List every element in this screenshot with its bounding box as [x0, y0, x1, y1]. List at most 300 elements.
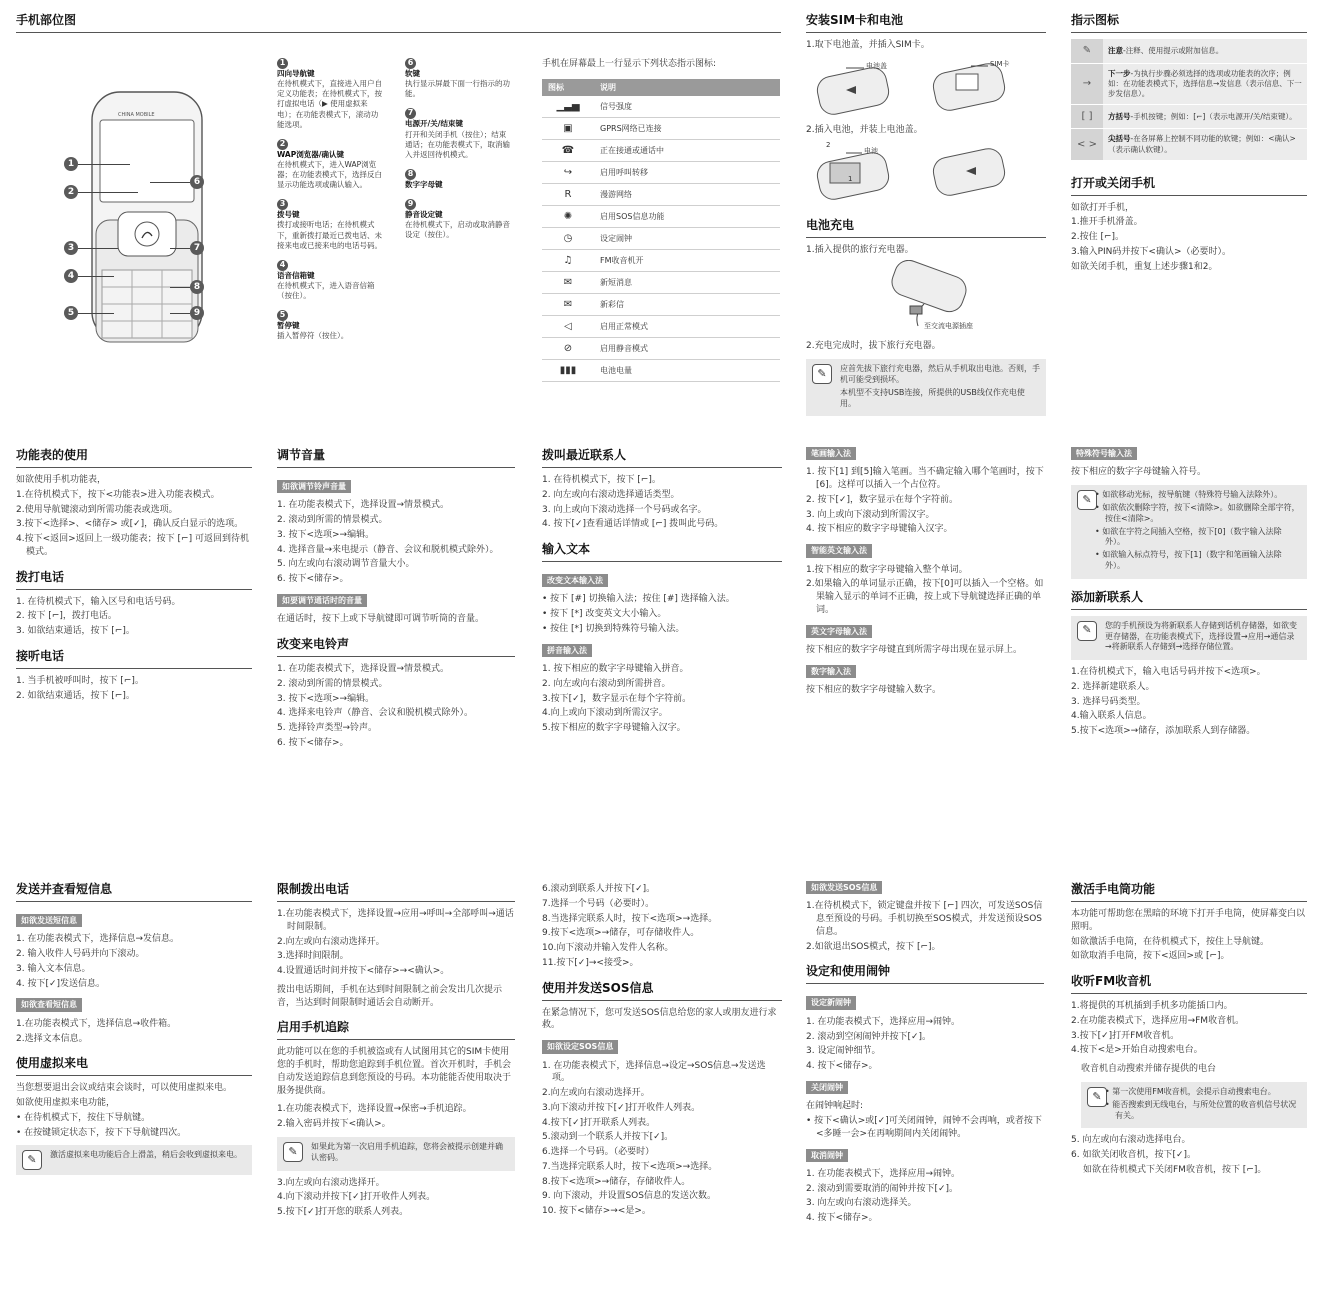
key-name: 语音信箱键: [277, 270, 315, 280]
key-list-b: [405, 58, 513, 249]
callout-5: 5: [64, 306, 78, 320]
symbol-sub: 特殊符号输入法: [1071, 447, 1137, 460]
alarm-cancel-sub: 取消闹钟: [806, 1149, 848, 1162]
sim-panel: [806, 12, 1046, 422]
fake-call-p2: 如欲使用虚拟来电功能，: [16, 1098, 116, 1109]
bullet-item: • 按下 [*] 改变英文大小输入。: [542, 609, 667, 620]
bullet-text: 按下 [#] 切换输入法；按住 [#] 选择输入法。: [550, 594, 735, 605]
status-desc: 启用呼叫转移: [594, 162, 780, 184]
key-desc: 在待机模式下，直接进入用户自定义功能表；在待机模式下，按打虚拟电话（▶ 使用虚拟来电）；在功能表模式下，滚动功能选项。: [277, 79, 382, 129]
sos-send-sub: 如欲发送SOS信息: [806, 881, 882, 894]
step-line: 2. 如欲结束通话，按下 [⌐]。: [16, 690, 135, 701]
step-line: 3. 按下<选项>→编辑。: [277, 693, 375, 704]
key-list-a: [277, 58, 385, 350]
key-item: [277, 139, 385, 191]
step-line: 9.按下<选项>→储存，可存储收件人。: [542, 928, 700, 939]
step-line: 3.按下[✓]打开FM收音机。: [1071, 1030, 1180, 1041]
silent-profile-icon: ⊘: [542, 338, 594, 360]
key-item: [405, 58, 513, 99]
callout-line: [170, 287, 190, 288]
torch-p2: 如欲激活手电筒，在待机模式下，按住上导航键。: [1071, 936, 1270, 947]
step-line: 2.按住 [⌐]。: [1071, 232, 1125, 243]
forward-icon: ↪: [542, 162, 594, 184]
key-number: 4: [277, 260, 288, 271]
indicator-title: 指示图标: [1071, 12, 1307, 33]
note-bullet: • 如欲输入标点符号，按下[1]（数字和笔画输入法除外）。: [1095, 550, 1282, 570]
key-desc: 在待机模式下，启动或取消静音设定（按住）。: [405, 220, 510, 240]
step-line: 4.输入联系人信息。: [1071, 711, 1152, 722]
text-title: 输入文本: [542, 541, 782, 562]
note-line: 本机型不支持USB连接，所提供的USB线仅作充电使用。: [840, 387, 1025, 408]
step-line: 6.选择一个号码。（必要时）: [542, 1147, 655, 1158]
step-line: 4. 选择音量→来电提示（静音、会议和脱机模式除外）。: [277, 544, 499, 555]
step-line: 1. 当手机被呼叫时，按下 [⌐]。: [16, 675, 144, 686]
step-line: 5.按下<选项>→储存，添加联系人到存储器。: [1071, 726, 1256, 737]
key-number: 7: [405, 108, 416, 119]
step-line: 3.向下滚动并按下[✓]打开收件人列表。: [542, 1102, 701, 1113]
cap-step-1: 1: [848, 174, 853, 183]
note-line: 应首先拔下旅行充电器，然后从手机取出电池。否则，手机可能受到损坏。: [840, 364, 1040, 384]
status-desc: 信号强度: [594, 96, 780, 118]
power-title: 打开或关闭手机: [1071, 175, 1307, 196]
charge-step-1: 1.插入提供的旅行充电器。: [806, 244, 914, 255]
bullet-text: 在待机模式下，按住下导航键。: [24, 1112, 151, 1123]
volume-sub-ring: 如欲调节铃声音量: [277, 480, 351, 493]
step-line: 2. 滚动到空闲闹钟并按下[✓]。: [806, 1031, 932, 1042]
status-row: [542, 338, 780, 360]
charge-note: [806, 359, 1046, 416]
cap-battery-cover: 电池盖: [866, 61, 887, 70]
key-name: 四向导航键: [277, 69, 315, 78]
indicator-symbol: ✎: [1071, 39, 1103, 63]
step-line: 5.滚动到一个联系人并按下[✓]。: [542, 1132, 674, 1143]
step-line: 4.向上或向下滚动到所需汉字。: [542, 708, 668, 719]
step-line: 1. 在功能表模式下，选择应用→闹钟。: [806, 1168, 960, 1179]
note-icon: ✎: [283, 1142, 303, 1162]
key-name: 电源开/关/结束键: [405, 119, 463, 129]
step-line: 1. 在功能表模式下，选择应用→闹钟。: [806, 1016, 960, 1027]
step-line: 4.按下<返回>返回上一级功能表；按下 [⌐] 可返回到待机模式。: [16, 534, 249, 557]
callout-line: [78, 276, 114, 277]
key-name: 暂停键: [277, 321, 300, 331]
menu-panel: [16, 447, 252, 705]
note-bullet: • 如欲在字符之间插入空格，按下[0]（数字输入法除外）。: [1095, 526, 1282, 547]
step-line: 2.如果输入的单词显示正确，按下[0]可以插入一个空格。如果输入显示的单词不正确，按上或下导航键选择正确的单词。: [806, 579, 1044, 615]
battery-illustration: [806, 141, 1046, 205]
step-line: 2. 按下[✓]，数字显示在每个字符前。: [806, 494, 959, 505]
key-number: 2: [277, 139, 288, 150]
step-line: 4.按下<是>开始自动搜索电台。: [1071, 1045, 1203, 1056]
sms-panel: [16, 881, 252, 1181]
step-line: 7.选择一个号码（必要时）。: [542, 898, 655, 909]
callout-9: 9: [190, 306, 204, 320]
step-line: 1. 在待机模式下，输入区号和电话号码。: [16, 596, 181, 607]
status-row: [542, 272, 780, 294]
step-line: 11.按下[✓]→<接受>。: [542, 957, 639, 968]
indicator-symbol: →: [1071, 63, 1103, 104]
step-line: 2.输入密码并按下<确认>。: [277, 1119, 391, 1130]
step-line: 3.向左或向右滚动选择开。: [277, 1177, 385, 1188]
key-name: 拨号键: [277, 210, 300, 220]
indicator-term: 方括号: [1108, 111, 1131, 121]
restrict-text: 拨出电话期间，手机在达到时间限制之前会发出几次提示音，当达到时间限制时通话会自动断开。: [277, 984, 503, 1008]
call-title: 拨打电话: [16, 569, 252, 590]
sim-step-2: 2.插入电池，并装上电池盖。: [806, 124, 923, 135]
tracker-title: 启用手机追踪: [277, 1019, 515, 1040]
roaming-icon: R: [542, 184, 594, 206]
step-line: 5. 向左或向右滚动选择电台。: [1071, 1135, 1191, 1146]
charge-step-2: 2.充电完成时，拔下旅行充电器。: [806, 341, 941, 352]
col-desc-header: 说明: [594, 79, 780, 96]
step-line: 2.向左或向右滚动选择开。: [277, 936, 385, 947]
status-desc: 正在接通或通话中: [594, 140, 780, 162]
status-desc: GPRS网络已连接: [594, 118, 780, 140]
callout-line: [170, 313, 190, 314]
cap-battery: 电池: [864, 146, 878, 155]
gprs-icon: ▣: [542, 118, 594, 140]
callout-line: [170, 248, 190, 249]
sos-icon: ✺: [542, 206, 594, 228]
step-line: 3. 向左或向右滚动选择关。: [806, 1198, 917, 1209]
step-line: 3.按下<选择>、<储存> 或[✓]，确认反白显示的选项。: [16, 519, 244, 530]
status-icons-panel: [542, 56, 782, 382]
stroke-panel: [806, 447, 1044, 699]
bullet-text: 能否搜索到无线电台，与所处位置的收音机信号状况有关。: [1112, 1099, 1297, 1120]
contact-title: 添加新联系人: [1071, 589, 1307, 610]
fm-note: [1081, 1082, 1307, 1128]
step-line: 10.向下滚动并输入发件人名称。: [542, 943, 674, 954]
sim-title: 安装SIM卡和电池: [806, 12, 1046, 33]
sms-view-sub: 如欲查看短信息: [16, 998, 82, 1011]
step-line: 1. 在功能表模式下，选择设置→情景模式。: [277, 664, 449, 675]
cap-step-2: 2: [826, 140, 831, 149]
key-number: 1: [277, 58, 288, 69]
bullet-item: • 按下 [#] 切换输入法；按住 [#] 选择输入法。: [542, 594, 735, 605]
status-desc: 启用SOS信息功能: [594, 206, 780, 228]
torch-p3: 如欲取消手电筒，按下<返回>或 [⌐]。: [1071, 951, 1230, 962]
note-line: 您的手机预设为将新联系人存储到话机存储器，如欲变更存储器，在功能表模式下，选择设置→应用→通信录→将新联系人存储到→选择存储位置。: [1105, 620, 1297, 652]
key-item: [405, 169, 513, 190]
step-line: 1. 按下[1] 到[5]输入笔画。当不确定输入哪个笔画时，按下[6]。这样可以插入一个占位符。: [806, 467, 1044, 491]
restrict-panel: [277, 881, 515, 1221]
battery-drawing: [806, 141, 1046, 205]
callout-line: [78, 192, 138, 193]
step-line: 6. 按下<储存>。: [277, 574, 349, 585]
step-line: 如欲使用手机功能表，: [16, 475, 107, 486]
alarm-panel: [806, 881, 1044, 1227]
status-desc: 漫游网络: [594, 184, 780, 206]
step-line: 7.当选择完联系人时，按下<选项>→选择。: [542, 1161, 718, 1172]
cap-outlet: 至交流电源插座: [924, 322, 973, 331]
recent-title: 拨叫最近联系人: [542, 447, 782, 468]
step-line: 1.在功能表模式下，选择设置→应用→呼叫→全部呼叫→通话时间限制。: [277, 909, 514, 932]
fm-title: 收听FM收音机: [1071, 973, 1307, 994]
key-desc: 插入暂停符（按住）。: [277, 331, 349, 341]
step-line: 4. 按下[✓]查看通话详情或 [⌐] 拨叫此号码。: [542, 519, 724, 530]
callout-line: [78, 313, 114, 314]
restrict-title: 限制拨出电话: [277, 881, 515, 902]
fake-call-p1: 当您想要退出会议或结束会谈时，可以使用虚拟来电。: [16, 1083, 233, 1094]
bullet-text: 按下 [*] 改变英文大小输入。: [550, 609, 667, 620]
key-desc: 打开和关闭手机（按住）；结束通话；在功能表模式下，取消输入并返回待机模式。: [405, 129, 510, 159]
status-desc: 启用正常模式: [594, 316, 780, 338]
cap-sim-card: SIM卡: [990, 59, 1010, 68]
fm-off-text: 如欲在待机模式下关闭FM收音机，按下 [⌐]。: [1083, 1164, 1267, 1175]
step-line: 1. 在待机模式下，按下 [⌐]。: [542, 475, 661, 486]
step-line: 1. 在功能表模式下，选择信息→设定→SOS信息→发送选项。: [542, 1060, 766, 1084]
indicator-desc: -在各屏幕上控制不同功能的软键；例如：<确认>（表示确认软键）。: [1108, 134, 1296, 154]
abc-text: 按下相应的数字字母键直到所需字母出现在显示屏上。: [806, 644, 1023, 655]
bullet-item: • 在按键锁定状态下，按下下导航键四次。: [16, 1127, 187, 1138]
step-line: 1. 在功能表模式下，选择信息→发信息。: [16, 934, 179, 945]
note-icon: ✎: [1087, 1087, 1107, 1107]
callout-1: 1: [64, 157, 78, 171]
fm-auto-text: 收音机自动搜索并储存提供的电台: [1081, 1064, 1217, 1075]
step-line: 2. 输入收件人号码并向下滚动。: [16, 949, 145, 960]
step-line: 2. 向左或向右滚动到所需拼音。: [542, 678, 671, 689]
step-line: 3. 向上或向下滚动到所需汉字。: [806, 509, 935, 520]
bullet-text: 如欲输入标点符号，按下[1]（数字和笔画输入法除外）。: [1102, 550, 1282, 570]
alarm-stop-bullet: • 按下<确认>或[✓]可关闭闹钟，闹钟不会再响，或者按下<多睡一会>在再响期间内关闭闹钟。: [806, 1116, 1042, 1139]
bullet-text: 如欲在字符之间插入空格，按下[0]（数字输入法除外）。: [1102, 526, 1282, 547]
alarm-stop-text: 在闹钟响起时:: [806, 1101, 864, 1112]
status-icons-table: [542, 79, 780, 382]
step-line: 2. 滚动到所需的情景模式。: [277, 678, 388, 689]
charge-title: 电池充电: [806, 217, 1046, 238]
volume-title: 调节音量: [277, 447, 515, 468]
step-line: 3. 向上或向下滚动选择一个号码或名字。: [542, 504, 707, 515]
indicator-symbol: [ ]: [1071, 104, 1103, 129]
note-icon: ✎: [812, 364, 832, 384]
mms-icon: ✉: [542, 294, 594, 316]
indicator-term: 尖括号: [1108, 134, 1131, 144]
sos-panel: [542, 881, 782, 1220]
step-line: 1. 按下相应的数字字母键输入拼音。: [542, 664, 689, 675]
volume-sub-call: 如要调节通话时的音量: [277, 594, 367, 607]
indicator-term: 下一步: [1108, 68, 1131, 78]
callout-2: 2: [64, 185, 78, 199]
step-line: 4.设置通话时间并按下<储存>→<确认>。: [277, 966, 450, 977]
step-line: 2.使用导航键滚动到所需功能表或选项。: [16, 504, 178, 515]
bullet-text: 第一次使用FM收音机，会提示自动搜索电台。: [1112, 1086, 1276, 1096]
sms-send-sub: 如欲发送短信息: [16, 914, 82, 927]
indicator-row: [1071, 63, 1307, 104]
indicator-desc: -手机按键；例如：[⌐]（表示电源开/关/结束键）。: [1130, 111, 1297, 121]
bullet-text: 在按键锁定状态下，按下下导航键四次。: [24, 1127, 187, 1138]
note-icon: ✎: [1077, 621, 1097, 641]
note-line: 如果此为第一次启用手机追踪，您将会被提示创建并确认密码。: [311, 1142, 503, 1162]
step-line: 3. 选择号码类型。: [1071, 696, 1146, 707]
status-row: [542, 140, 780, 162]
status-desc: 设定闹钟: [594, 228, 780, 250]
key-number: 9: [405, 199, 416, 210]
step-line: 5.按下[✓]打开您的联系人列表。: [277, 1207, 409, 1218]
key-name: 静音设定键: [405, 210, 443, 219]
status-row: [542, 162, 780, 184]
col-icon-header: 图标: [542, 79, 594, 96]
call-icon: ☎: [542, 140, 594, 162]
indicator-row: [1071, 104, 1307, 129]
phone-diagram: [30, 70, 260, 370]
step-line: 2.如欲退出SOS模式，按下 [⌐]。: [806, 941, 941, 952]
alarm-title: 设定和使用闹钟: [806, 963, 1044, 984]
key-desc: 执行显示屏最下面一行指示的功能。: [405, 79, 510, 99]
callout-6: 6: [190, 175, 204, 189]
step-line: 4. 按下相应的数字字母键输入汉字。: [806, 524, 953, 535]
status-intro: 手机在屏幕最上一行显示下列状态指示图标:: [542, 59, 717, 69]
step-line: 4. 选择来电铃声（静音、会议和脱机模式除外）。: [277, 708, 473, 719]
text-sub-mode: 改变文本输入法: [542, 574, 608, 587]
step-line: 1. 在功能表模式下，选择设置→情景模式。: [277, 500, 449, 511]
charger-illustration: [806, 260, 1046, 336]
step-line: 4. 按下[✓]发送信息。: [16, 978, 106, 989]
step-line: 1.在待机模式下，输入电话号码并按下<选项>。: [1071, 667, 1266, 678]
step-line: 1.在功能表模式下，选择设置→保密→手机追踪。: [277, 1104, 472, 1115]
indicator-term: 注意: [1108, 45, 1123, 55]
status-desc: 新彩信: [594, 294, 780, 316]
callout-3: 3: [64, 241, 78, 255]
status-row: [542, 96, 780, 118]
torch-title: 激活手电筒功能: [1071, 881, 1307, 902]
location-panel: [16, 12, 781, 39]
note-bullet: • 能否搜索到无线电台，与所处位置的收音机信号状况有关。: [1105, 1099, 1297, 1120]
torch-p1: 本功能可帮助您在黑暗的环境下打开手电筒，使屏幕变白以照明。: [1071, 909, 1306, 932]
torch-panel: [1071, 881, 1307, 1179]
bullet-text: 如欲依次删除字符，按下<清除>。如欲删除全部字符，按住<清除>。: [1102, 502, 1300, 523]
key-number: 8: [405, 169, 416, 180]
key-name: WAP浏览器/确认键: [277, 149, 344, 159]
step-line: 4.向下滚动并按下[✓]打开收件人列表。: [277, 1192, 436, 1203]
sim-drawing: [806, 56, 1046, 120]
ringtone-title: 改变来电铃声: [277, 636, 515, 657]
callout-4: 4: [64, 269, 78, 283]
indicator-desc: -注释、使用提示或附加信息。: [1123, 45, 1224, 55]
alarm-stop-sub: 关闭闹钟: [806, 1081, 848, 1094]
sos-title: 使用并发送SOS信息: [542, 980, 782, 1001]
step-line: 5. 选择铃声类型→铃声。: [277, 723, 377, 734]
key-item: [405, 199, 513, 240]
step-line: 3.按下[✓]，数字显示在每个字符前。: [542, 693, 692, 704]
note-bullet: • 第一次使用FM收音机，会提示自动搜索电台。: [1105, 1086, 1276, 1096]
status-desc: 新短消息: [594, 272, 780, 294]
step-line: 2.选择文本信息。: [16, 1033, 88, 1044]
note-icon: ✎: [22, 1150, 42, 1170]
fake-call-title: 使用虚拟来电: [16, 1055, 252, 1076]
key-item: [277, 58, 385, 130]
bullet-item: • 按住 [*] 切换到特殊符号输入法。: [542, 624, 685, 635]
step-line: 2. 向左或向右滚动选择通话类型。: [542, 489, 680, 500]
callout-7: 7: [190, 241, 204, 255]
key-desc: 在待机模式下，进入语音信箱（按住）。: [277, 280, 375, 300]
status-desc: 电池电量: [594, 360, 780, 382]
indicator-symbol: < >: [1071, 129, 1103, 160]
recent-panel: [542, 447, 782, 737]
callout-line: [150, 182, 190, 183]
step-line: 如欲打开手机，: [1071, 202, 1135, 213]
status-row: [542, 294, 780, 316]
key-desc: 在待机模式下，进入WAP浏览器；在功能表模式下，选择反白显示功能选项或确认输入。: [277, 159, 382, 190]
step-line: 10. 按下<储存>→<是>。: [542, 1206, 651, 1217]
status-row: [542, 250, 780, 272]
sim-illustration: [806, 56, 1046, 120]
step-line: 3. 设定闹钟细节。: [806, 1046, 881, 1057]
key-item: [405, 108, 513, 160]
signal-icon: ▁▃▅: [542, 96, 594, 118]
step-line: 1.推开手机滑盖。: [1071, 217, 1143, 228]
step-line: 2. 滚动到所需的情景模式。: [277, 515, 388, 526]
tracker-text: 此功能可以在您的手机被盗或有人试图用其它的SIM卡使用您的手机时，帮助您追踪到手机位置。首次开机时，手机会自动发送追踪信息到您预设的号码。本功能能否使用取决于服务提供商。: [277, 1047, 512, 1096]
key-item: [277, 199, 385, 251]
answer-title: 接听电话: [16, 648, 252, 669]
note-line: 激活虚拟来电功能后合上滑盖，稍后会收到虚拟来电。: [50, 1150, 242, 1160]
step-line: 4. 按下<储存>。: [806, 1061, 878, 1072]
step-line: 5.按下相应的数字字母键输入汉字。: [542, 723, 686, 734]
status-row: [542, 360, 780, 382]
number-text: 按下相应的数字字母键输入数字。: [806, 685, 942, 696]
contact-note: [1071, 616, 1307, 660]
indicator-row: [1071, 39, 1307, 63]
step-line: 3.选择时间限制。: [277, 951, 349, 962]
indicator-desc: -为执行步骤必须选择的选项或功能表的次序；例如：在功能表模式下，选择信息→发信息（表示信息、下一步发信息）。: [1108, 68, 1302, 98]
step-line: 6.滚动到联系人并按下[✓]。: [542, 884, 656, 894]
special-panel: [1071, 447, 1307, 740]
step-line: 3.输入PIN码并按下<确认>（必要时）。: [1071, 246, 1231, 257]
tracker-note: [277, 1137, 515, 1171]
key-number: 3: [277, 199, 288, 210]
radio-icon: ♫: [542, 250, 594, 272]
symbol-text: 按下相应的数字字母键输入符号。: [1071, 467, 1207, 478]
text-sub-pinyin: 拼音输入法: [542, 644, 592, 657]
step-line: 2. 按下 [⌐]，拨打电话。: [16, 611, 117, 622]
bullet-text: 如欲移动光标，按导航键（特殊符号输入法除外）。: [1102, 490, 1283, 500]
bullet-text: 按住 [*] 切换到特殊符号输入法。: [550, 624, 685, 635]
callout-line: [78, 164, 130, 165]
key-item: [277, 260, 385, 301]
step-line: 5. 向左或向右滚动调节音量大小。: [277, 559, 415, 570]
step-line: 8.按下<选项>→储存，存储收件人。: [542, 1176, 691, 1187]
step-line: 2. 选择新建联系人。: [1071, 681, 1155, 692]
step-line: 9. 向下滚动，并设置SOS信息的发送次数。: [542, 1191, 716, 1202]
status-row: [542, 206, 780, 228]
key-number: 6: [405, 58, 416, 69]
step-line: 6. 按下<储存>。: [277, 737, 349, 748]
smart-en-sub: 智能英文输入法: [806, 544, 872, 557]
sms-title: 发送并查看短信息: [16, 881, 252, 902]
step-line: 1.在待机模式下，锁定键盘并按下 [⌐] 四次，可发送SOS信息至预设的号码。手机切换至SOS模式，并发送预设SOS信息。: [806, 901, 1043, 937]
battery-icon: ▮▮▮: [542, 360, 594, 382]
fake-call-note: [16, 1145, 252, 1175]
step-line: 1.在待机模式下，按下<功能表>进入功能表模式。: [16, 489, 220, 500]
number-sub: 数字输入法: [806, 665, 856, 678]
volume-panel: [277, 447, 515, 752]
sos-set-sub: 如欲设定SOS信息: [542, 1040, 618, 1053]
indicator-row: [1071, 129, 1307, 160]
status-desc: FM收音机开: [594, 250, 780, 272]
note-bullet: • 如欲移动光标，按导航键（特殊符号输入法除外）。: [1095, 490, 1283, 500]
status-row: [542, 316, 780, 338]
step-line: 6. 如欲关闭收音机，按下[✓]。: [1071, 1150, 1197, 1161]
step-line: 如欲关闭手机，重复上述步骤1和2。: [1071, 261, 1218, 272]
step-line: 2.向左或向右滚动选择开。: [542, 1088, 650, 1099]
stroke-sub: 笔画输入法: [806, 447, 856, 460]
step-line: 2. 滚动到需要取消的闹钟并按下[✓]。: [806, 1183, 959, 1194]
status-desc: 启用静音模式: [594, 338, 780, 360]
symbol-note: [1071, 485, 1307, 579]
indicator-panel: [1071, 12, 1307, 276]
alarm-set-sub: 设定新闹钟: [806, 996, 856, 1009]
bullet-text: 按下<确认>或[✓]可关闭闹钟，闹钟不会再响，或者按下<多睡一会>在再响期间内关闭闹钟。: [814, 1116, 1042, 1139]
step-line: 4.按下[✓]打开联系人列表。: [542, 1117, 656, 1128]
